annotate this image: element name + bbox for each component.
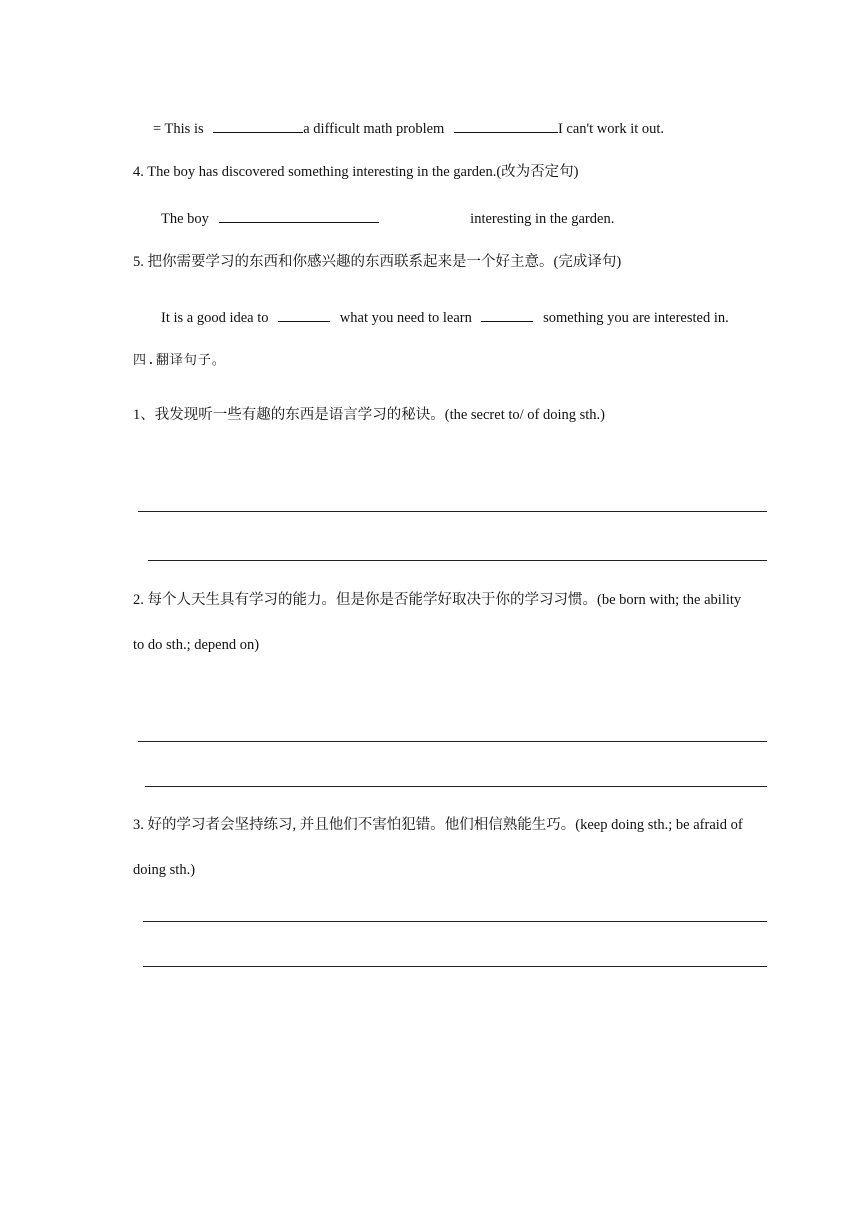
q4-blank[interactable] xyxy=(219,210,379,223)
q4-answer-line xyxy=(161,210,614,227)
q4-end: interesting in the garden. xyxy=(470,211,615,227)
t3-prompt-line-2: doing sth.) xyxy=(133,862,196,878)
t2-prompt-line-1: 2. 每个人天生具有学习的能力。但是你是否能学好取决于你的学习习惯。(be born with; the ability xyxy=(133,592,742,608)
t1-answer-rule-1[interactable] xyxy=(138,511,767,512)
q3-equivalent-sentence xyxy=(153,120,664,137)
t2-prompt-line-2: to do sth.; depend on) xyxy=(133,637,260,653)
q3-blank-2[interactable] xyxy=(454,120,558,133)
q5-end: something you are interested in. xyxy=(543,310,729,326)
section-heading: 四.翻译句子。 xyxy=(133,353,226,368)
t3-answer-rule-2[interactable] xyxy=(143,966,767,967)
q3-prefix: = This is xyxy=(153,121,204,137)
q4-prompt: 4. The boy has discovered something interesting in the garden.(改为否定句) xyxy=(133,164,579,180)
q3-mid: a difficult math problem xyxy=(303,121,445,137)
q5-answer-line xyxy=(161,309,729,326)
q5-mid: what you need to learn xyxy=(339,310,472,326)
t3-answer-rule-1[interactable] xyxy=(143,921,767,922)
q4-start: The boy xyxy=(161,211,209,227)
t1-answer-rule-2[interactable] xyxy=(148,560,767,561)
t2-answer-rule-2[interactable] xyxy=(145,786,767,787)
q5-prompt: 5. 把你需要学习的东西和你感兴趣的东西联系起来是一个好主意。(完成译句) xyxy=(133,254,622,270)
q5-start: It is a good idea to xyxy=(161,310,269,326)
t1-prompt: 1、我发现听一些有趣的东西是语言学习的秘诀。(the secret to/ of doing sth.) xyxy=(133,407,606,423)
q3-blank-1[interactable] xyxy=(213,120,303,133)
t3-prompt-line-1: 3. 好的学习者会坚持练习, 并且他们不害怕犯错。他们相信熟能生巧。(keep doing sth.; be afraid of xyxy=(133,817,743,833)
q5-blank-1[interactable] xyxy=(278,309,330,322)
q5-blank-2[interactable] xyxy=(481,309,533,322)
q3-suffix: I can't work it out. xyxy=(557,121,665,137)
t2-answer-rule-1[interactable] xyxy=(138,741,767,742)
